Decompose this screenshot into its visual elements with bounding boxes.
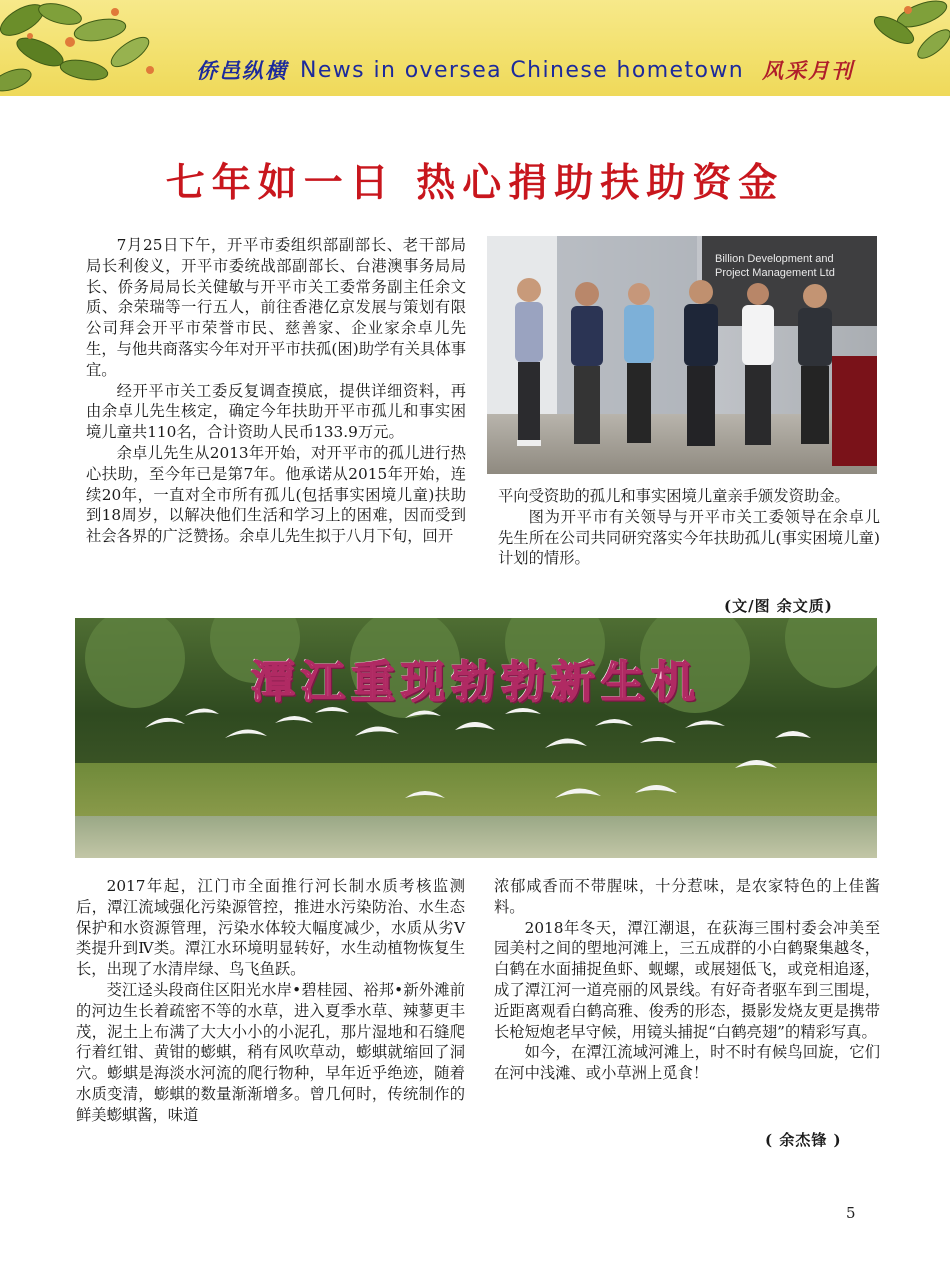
- photo-meeting-group: [487, 236, 877, 474]
- paragraph: 2017年起，江门市全面推行河长制水质考核监测后，潭江流域强化污染源管控，推进水污染防治、水生态保护和水资源管理，污染水体较大幅度减少，水质从劣Ⅴ类提升到Ⅳ类。潭江水环境明显转好，水生动植物恢复生长，出现了水清岸绿、鸟飞鱼跃。: [76, 877, 465, 979]
- article2-credit: ( 余杰锋 ): [765, 1131, 842, 1149]
- magazine-name: 风采月刊: [762, 58, 855, 83]
- paragraph: 茭江迳头段商住区阳光水岸•碧桂园、裕邦•新外滩前的河边生长着疏密不等的水草，进入夏季水草、辣蓼更丰茂，泥土上布满了大大小小的小泥孔，那片湿地和石缝爬行着红钳、黄钳的蟛蜞，稍有风吹草动，蟛蜞就缩回了洞穴。蟛蜞是海淡水河流的爬行物种，早年近乎绝迹，随着水质变清，蟛蜞的数量渐渐增多。曾几何时，传统制作的鲜美蟛蜞酱，味道: [76, 980, 465, 1124]
- page-number: 5: [846, 1204, 856, 1222]
- magazine-header: [0, 0, 950, 96]
- paragraph: 2018年冬天，潭江潮退，在荻海三围村委会冲美至园美村之间的塱地河滩上，三五成群的小白鹤聚集越冬，白鹤在水面捕捉鱼虾、蚬螺，或展翅低飞，或竞相追逐，成了潭江河一道亮丽的风景线。有好奇者驱车到三围堤，近距离观看白鹤高雅、俊秀的形态，摄影发烧友更是携带长枪短炮老早守候，用镜头捕捉“白鹤亮翅”的精彩写真。: [494, 918, 880, 1041]
- leaf-decoration-left: [0, 0, 190, 96]
- article2-left-column: [76, 876, 465, 1126]
- article1-left-column: [86, 235, 466, 547]
- column-name-en: News in oversea Chinese hometown: [300, 57, 745, 83]
- article2-title: 潭江重现勃勃新生机: [251, 657, 701, 708]
- leaf-decoration-right: [872, 0, 950, 60]
- paragraph: 7月25日下午，开平市委组织部副部长、老干部局局长利俊义，开平市委统战部副部长、台港澳事务局局长、侨务局局长关健敏与开平市关工委常务副主任余文质、余荣瑞等一行五人，前往香港亿京发展与策划有限公司拜会开平市荣誉市民、慈善家、企业家余卓儿先生，与他共商落实今年对开平市扶孤(困)助学有关具体事宜。: [86, 236, 466, 379]
- paragraph: 如今，在潭江流域河滩上，时不时有候鸟回旋，它们在河中浅滩、或小草洲上觅食！: [494, 1043, 880, 1083]
- paragraph: 平向受资助的孤儿和事实困境儿童亲手颁发资助金。: [498, 487, 850, 505]
- company-sign-line1: Billion Development and: [715, 253, 834, 265]
- header-tagline: [196, 53, 854, 87]
- article2-right-column: [494, 876, 880, 1084]
- paragraph: 图为开平市有关领导与开平市关工委领导在余卓儿先生所在公司共同研究落实今年扶助孤儿(事实困境儿童)计划的情形。: [498, 507, 880, 568]
- article1-right-column: [498, 486, 880, 569]
- paragraph: 余卓儿先生从2013年开始，对开平市的孤儿进行热心扶助，至今年已是第7年。他承诺从2015年开始，连续20年，一直对全市所有孤儿(包括事实困境儿童)扶助到18周岁，以解决他们生活和学习上的困难，因而受到社会各界的广泛赞扬。余卓儿先生拟于八月下旬，回开: [86, 443, 466, 546]
- article1-credit: (文/图 余文质): [724, 597, 833, 615]
- article1-title: 七年如一日 热心捐助扶助资金: [165, 160, 785, 206]
- column-name-cn: 侨邑纵横: [196, 58, 288, 83]
- photo-egrets-wetland: [75, 618, 877, 858]
- company-sign-line2: Project Management Ltd: [715, 267, 835, 279]
- paragraph: 浓郁咸香而不带腥味，十分惹味，是农家特色的上佳酱料。: [494, 877, 880, 916]
- paragraph: 经开平市关工委反复调查摸底，提供详细资料，再由余卓儿先生核定，确定今年扶助开平市孤儿和事实困境儿童共110名，合计资助人民币133.9万元。: [86, 381, 466, 442]
- meeting-photo-illustration: [487, 236, 877, 474]
